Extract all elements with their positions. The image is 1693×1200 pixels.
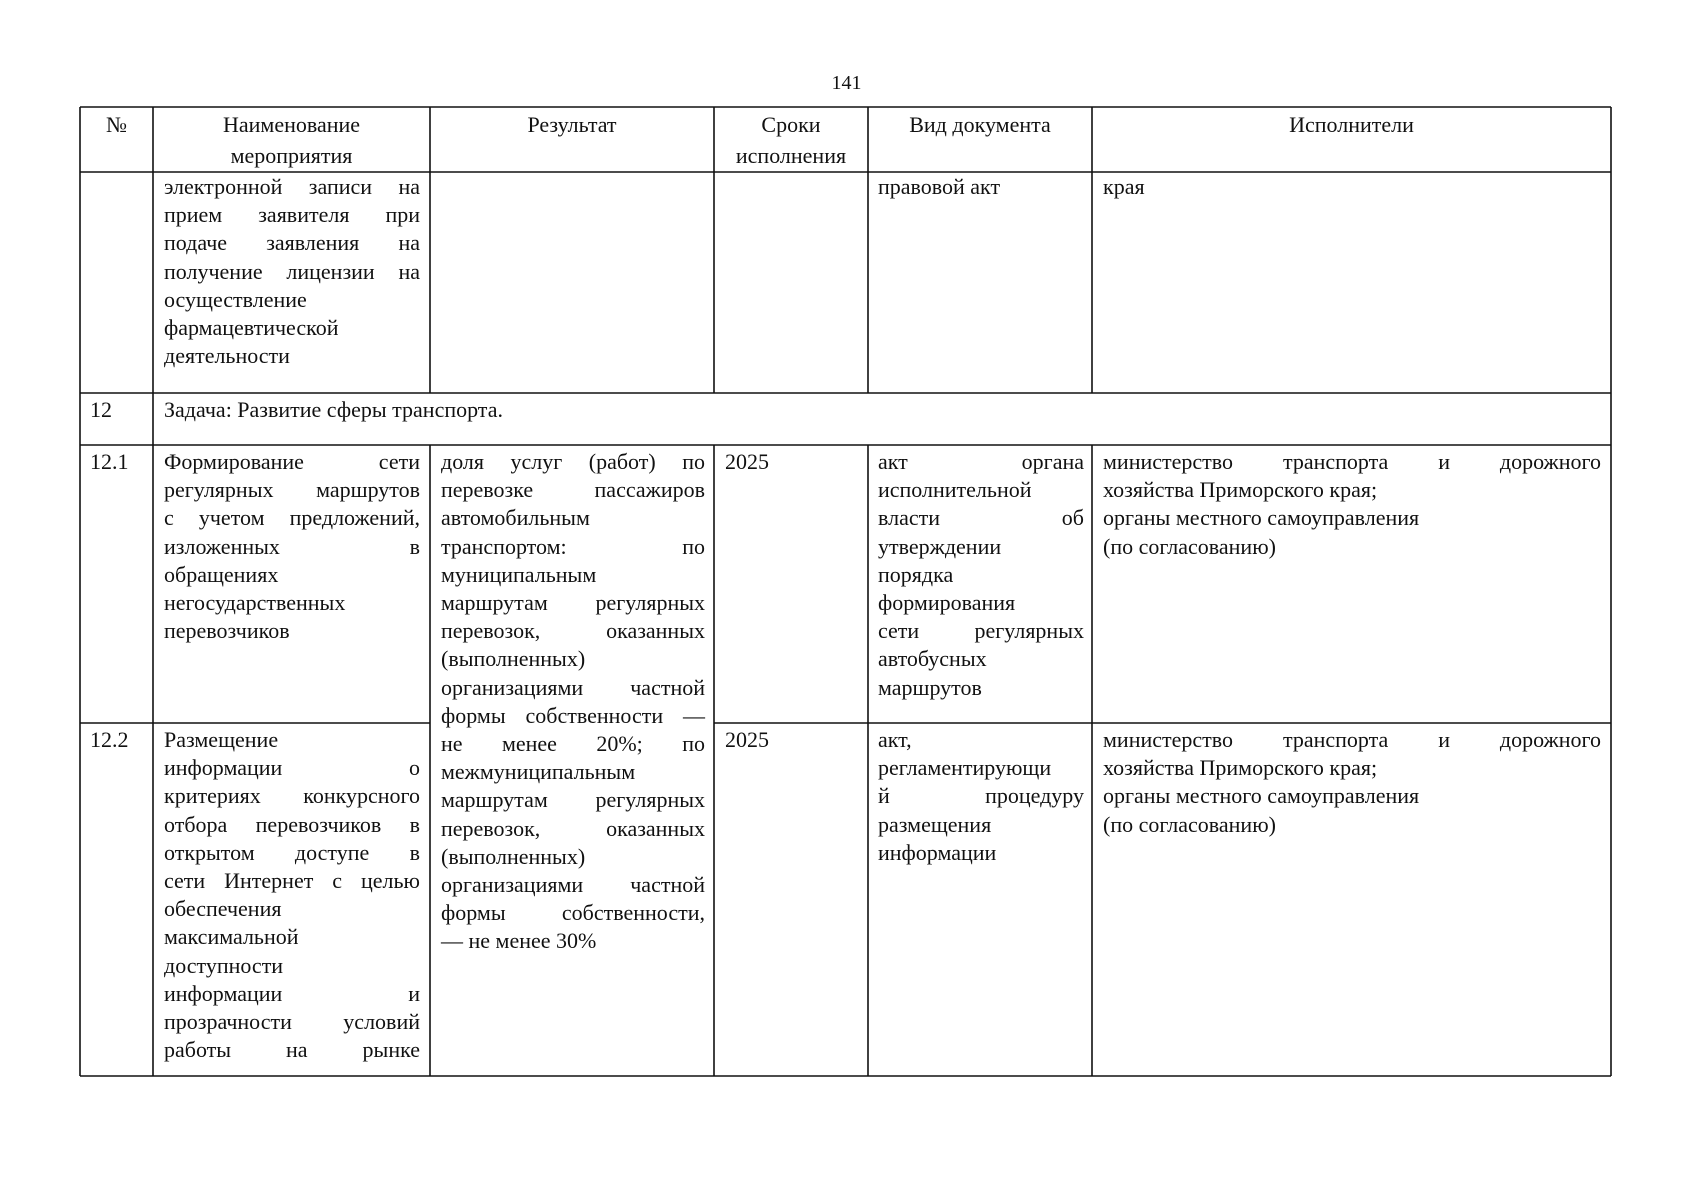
row-12-2-doc-type: акт, регламентирующи й процедуру размещения информации — [878, 727, 1084, 865]
page-number: 141 — [831, 72, 862, 94]
row-12-1-deadline: 2025 — [725, 449, 769, 474]
header-number: № — [106, 112, 127, 137]
header-name: Наименование мероприятия — [222, 112, 361, 168]
header-deadline: Сроки исполнения — [735, 112, 847, 168]
cont-row-name: электронной записи на прием заявителя при подаче заявления на получение лицензии на осуществление фармацевтической деятельности — [164, 174, 420, 369]
row-12-2-deadline: 2025 — [725, 727, 769, 752]
header-doc-type: Вид документа — [909, 112, 1051, 137]
row-12-1-name: Формирование сети регулярных маршрутов с учетом предложений, изложенных в обращениях негосударственных перевозчиков — [164, 449, 420, 644]
row-12-2-executors: министерство транспорта и дорожного хозяйства Приморского края; органы местного самоуправления (по согласованию) — [1103, 727, 1601, 837]
task-text: Задача: Развитие сферы транспорта. — [164, 397, 503, 422]
merged-result: доля услуг (работ) по перевозке пассажиров автомобильным транспортом: по муниципальным маршрутам регулярных перевозок, оказанных (выполненных) организациями частной формы собственности — не менее 20%; по межмуниципальным маршрутам регулярных перевозок, оказанных (выполненных) организациями частной формы собственности, — не менее 30% — [441, 449, 705, 954]
row-12-1-executors: министерство транспорта и дорожного хозяйства Приморского края; органы местного самоуправления (по согласованию) — [1103, 449, 1601, 559]
header-executors: Исполнители — [1289, 112, 1414, 137]
cont-row-doc-type: правовой акт — [878, 174, 1001, 199]
row-12-2-number: 12.2 — [90, 727, 129, 752]
cont-row-executors: края — [1103, 174, 1145, 199]
row-12-1-number: 12.1 — [90, 449, 129, 474]
task-number: 12 — [90, 397, 112, 422]
row-12-1-doc-type: акт органа исполнительной власти об утверждении порядка формирования сети регулярных автобусных маршрутов — [878, 449, 1084, 700]
row-12-2-name: Размещение информации о критериях конкурсного отбора перевозчиков в открытом доступе в сети Интернет с целью обеспечения максимальной доступности информации и прозрачности условий работы на рынке — [164, 727, 420, 1063]
header-result: Результат — [527, 112, 617, 137]
